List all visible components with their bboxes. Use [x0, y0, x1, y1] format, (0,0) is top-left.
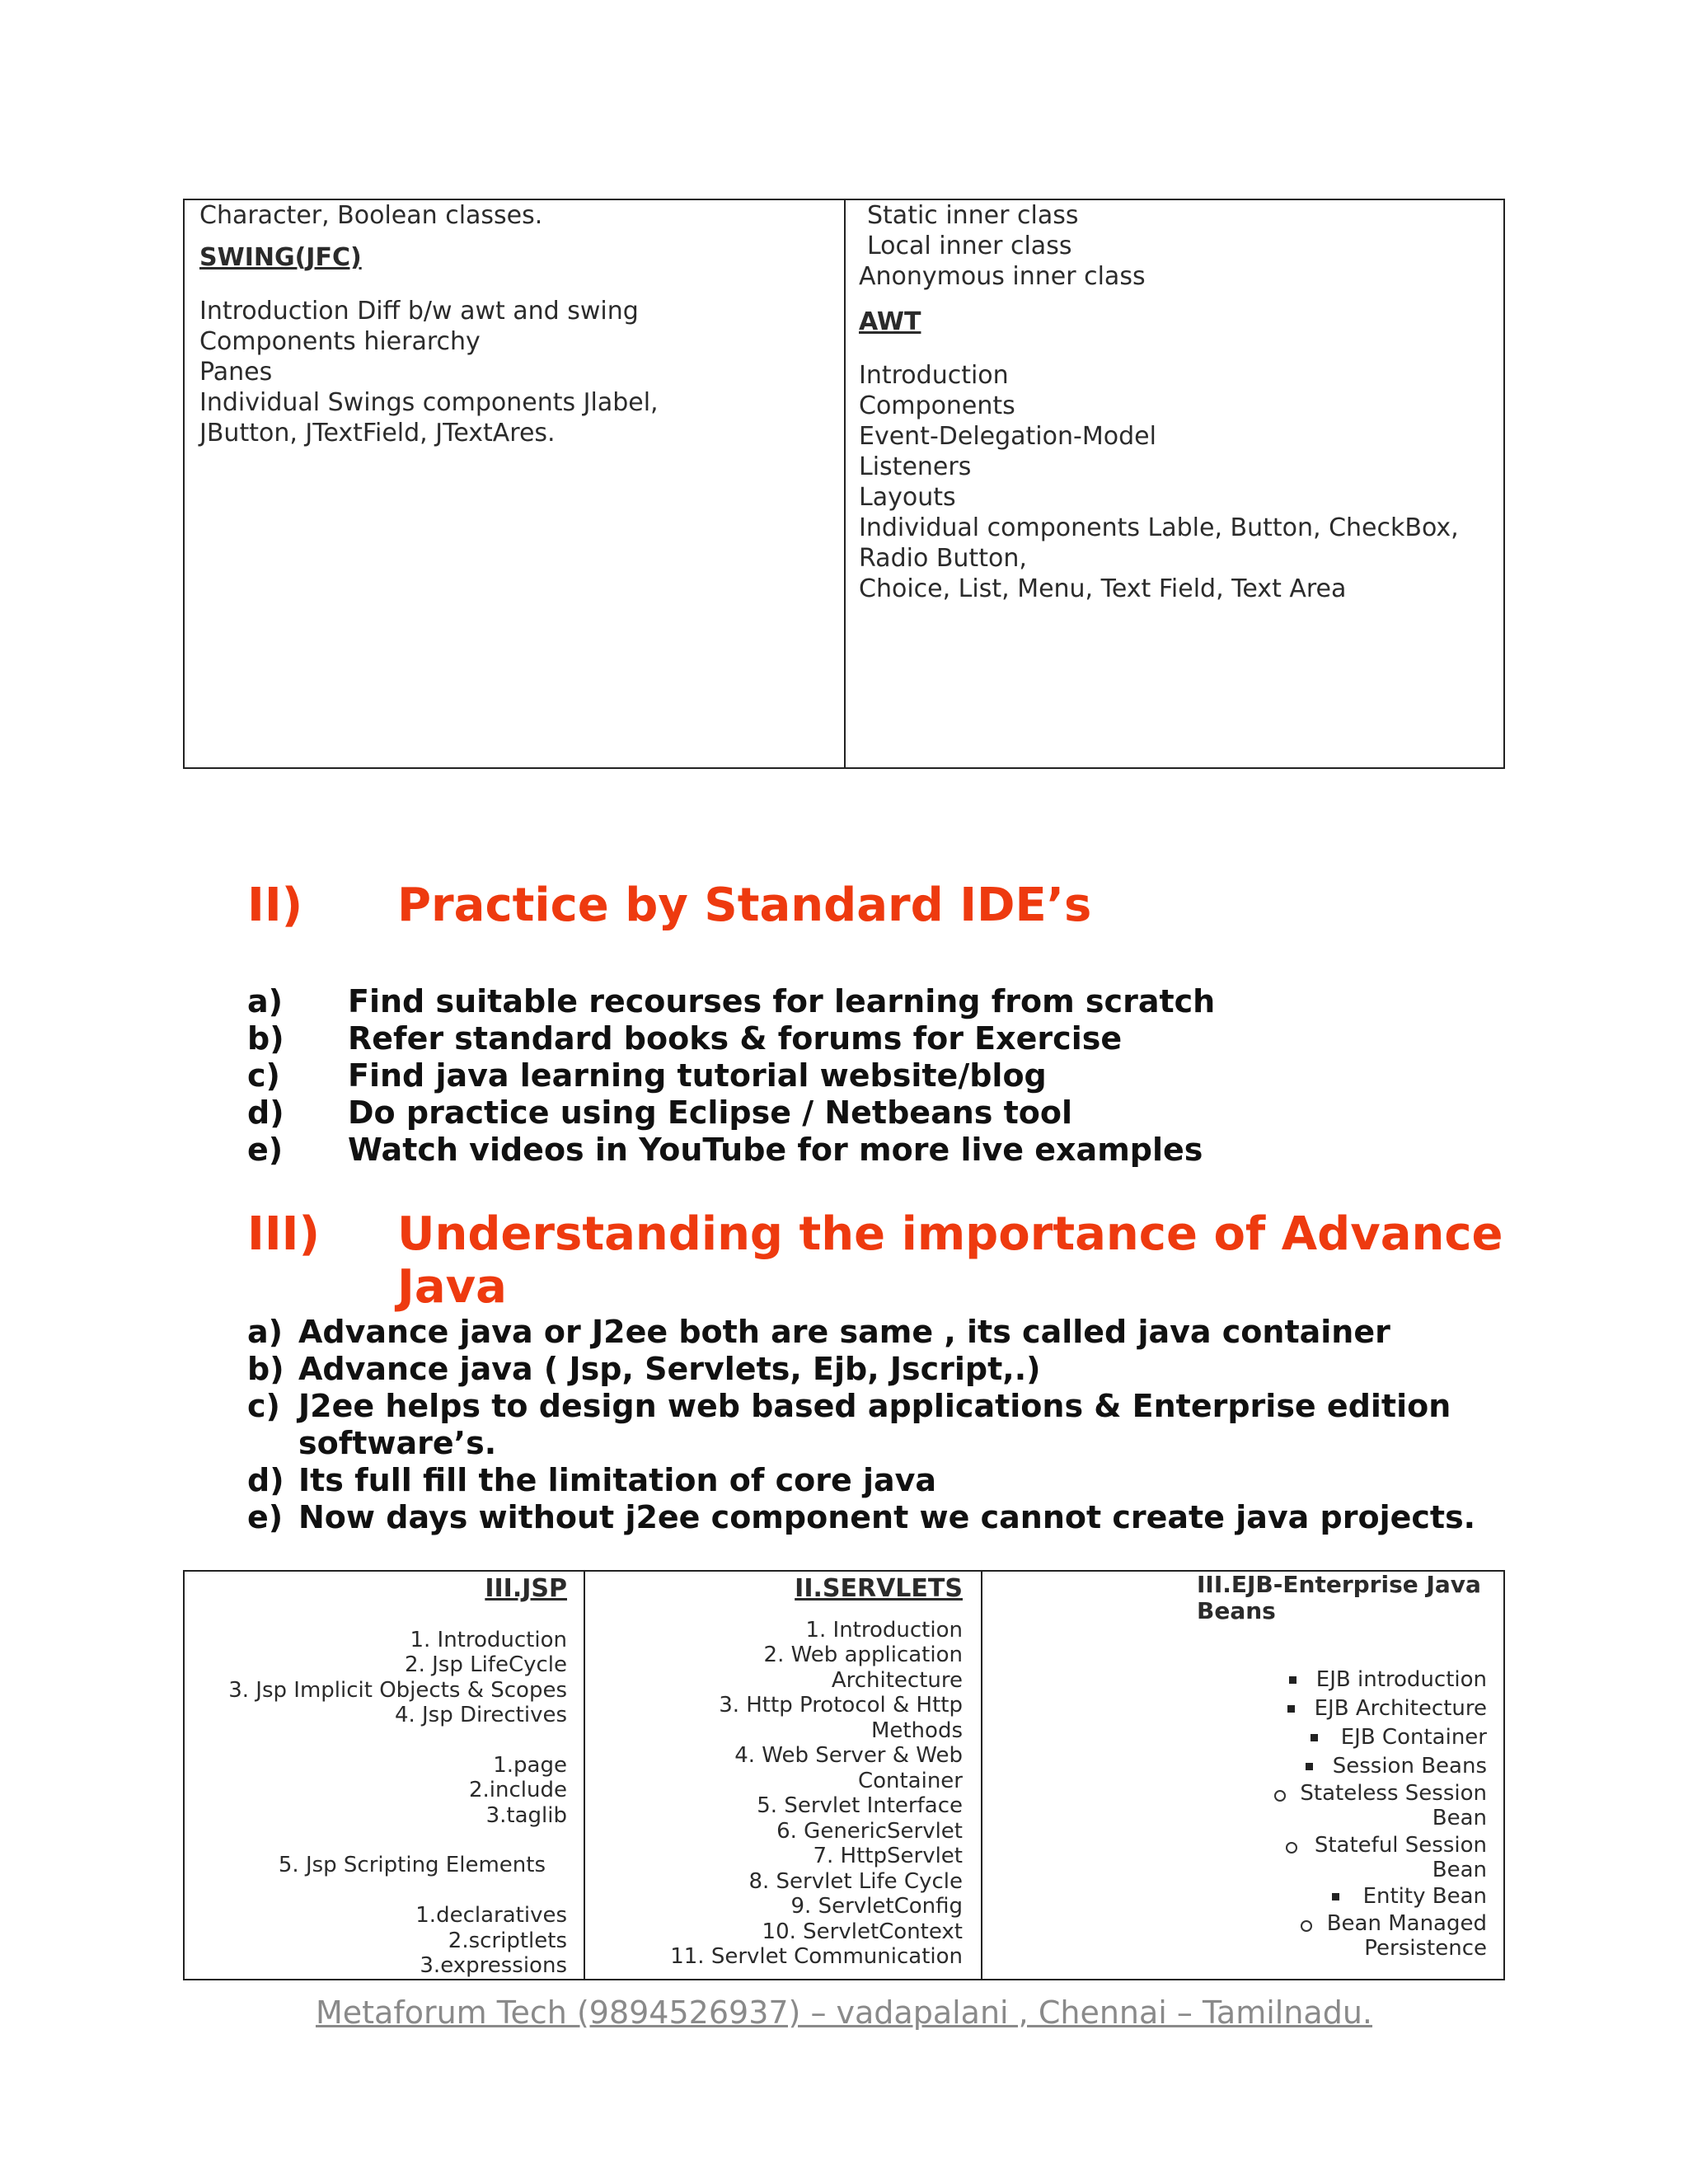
- list-letter: e): [247, 1132, 284, 1168]
- servlets-item: 1. Introduction: [805, 1618, 963, 1643]
- syllabus-table-top: [183, 199, 1505, 769]
- ejb-item: Stateless Session: [1300, 1781, 1487, 1806]
- list-text: Its full fill the limitation of core java: [298, 1462, 937, 1498]
- ejb-item: EJB introduction: [1315, 1667, 1487, 1692]
- servlets-item: 7. HttpServlet: [813, 1844, 963, 1868]
- jsp-item: 4. Jsp Directives: [394, 1703, 567, 1727]
- list-text: Watch videos in YouTube for more live examples: [348, 1132, 1203, 1168]
- swing-heading: SWING(JFC): [199, 243, 362, 272]
- square-bullet-icon: [1289, 1676, 1296, 1684]
- ejb-item: Persistence: [1364, 1936, 1487, 1961]
- square-bullet-icon: [1287, 1705, 1295, 1713]
- servlets-item: 5. Servlet Interface: [757, 1793, 963, 1818]
- ejb-item: Bean Managed: [1326, 1911, 1487, 1936]
- left-line: Individual Swings components Jlabel,: [199, 388, 659, 417]
- section-title: Understanding the importance of Advance: [397, 1207, 1503, 1261]
- right-line: Local inner class: [867, 232, 1072, 260]
- jsp-item: 1.declaratives: [415, 1903, 567, 1928]
- servlets-item: 3. Http Protocol & Http: [719, 1693, 963, 1718]
- section-title-cont: Java: [397, 1260, 507, 1314]
- left-cell: [199, 200, 659, 448]
- list-text: software’s.: [298, 1425, 497, 1461]
- awt-heading: AWT: [859, 307, 921, 336]
- jsp-item: 2. Jsp LifeCycle: [405, 1652, 567, 1677]
- ejb-item: Stateful Session: [1314, 1833, 1487, 1858]
- list-text: Find suitable recourses for learning from scratch: [348, 983, 1216, 1019]
- servlets-item: 6. GenericServlet: [776, 1819, 963, 1844]
- servlets-item: 4. Web Server & Web: [734, 1743, 963, 1768]
- jsp-item: 2.include: [468, 1778, 567, 1802]
- right-line: Radio Button,: [859, 544, 1027, 573]
- list-text: Advance java or J2ee both are same , its called java container: [298, 1314, 1390, 1350]
- right-line: Event-Delegation-Model: [859, 422, 1156, 451]
- list-letter: a): [247, 1314, 284, 1350]
- list-text: Now days without j2ee component we cannot create java projects.: [298, 1499, 1476, 1535]
- square-bullet-icon: [1332, 1893, 1339, 1900]
- servlets-heading: II.SERVLETS: [795, 1574, 963, 1603]
- ejb-item: Bean: [1432, 1858, 1487, 1882]
- ejb-item: EJB Container: [1340, 1725, 1487, 1750]
- servlets-item: Architecture: [831, 1668, 963, 1693]
- ejb-heading: III.EJB-Enterprise Java: [1197, 1571, 1481, 1598]
- right-line: Listeners: [859, 452, 972, 481]
- section-title: Practice by Standard IDE’s: [397, 879, 1092, 932]
- jsp-item: 1. Introduction: [410, 1628, 567, 1652]
- left-line: Panes: [199, 358, 273, 387]
- advance-java-list: [247, 1314, 1500, 1544]
- list-letter: b): [247, 1351, 284, 1387]
- list-text: J2ee helps to design web based applications & Enterprise edition: [298, 1388, 1451, 1424]
- right-line: Anonymous inner class: [859, 262, 1146, 291]
- right-line: Components: [859, 391, 1015, 420]
- list-letter: d): [247, 1462, 284, 1498]
- list-text: Find java learning tutorial website/blog: [348, 1057, 1047, 1094]
- right-cell: [859, 200, 1459, 604]
- right-line: Static inner class: [867, 201, 1079, 230]
- servlets-item: 8. Servlet Life Cycle: [748, 1869, 963, 1894]
- square-bullet-icon: [1306, 1763, 1313, 1770]
- ejb-item: EJB Architecture: [1314, 1696, 1487, 1721]
- servlets-item: Methods: [870, 1718, 963, 1743]
- right-line: Individual components Lable, Button, CheckBox,: [859, 513, 1459, 542]
- jsp-item: 3. Jsp Implicit Objects & Scopes: [228, 1678, 567, 1703]
- syllabus-table-bottom: [183, 1570, 1505, 1980]
- servlets-item: 10. ServletContext: [762, 1919, 963, 1944]
- right-line: Choice, List, Menu, Text Field, Text Area: [859, 574, 1347, 603]
- list-letter: e): [247, 1499, 284, 1535]
- ejb-item: Bean: [1432, 1806, 1487, 1830]
- jsp-item: 2.scriptlets: [448, 1929, 567, 1953]
- list-letter: c): [247, 1057, 280, 1094]
- jsp-item: 5. Jsp Scripting Elements: [278, 1853, 546, 1877]
- table-divider: [981, 1572, 982, 1979]
- jsp-item: 3.expressions: [420, 1953, 567, 1978]
- left-line: JButton, JTextField, JTextAres.: [199, 419, 556, 448]
- jsp-heading: III.JSP: [485, 1574, 567, 1603]
- circle-bullet-icon: [1274, 1790, 1286, 1802]
- ejb-item: Session Beans: [1332, 1754, 1487, 1779]
- list-letter: b): [247, 1020, 284, 1057]
- servlets-item: 2. Web application: [763, 1643, 963, 1667]
- circle-bullet-icon: [1301, 1920, 1312, 1932]
- list-text: Advance java ( Jsp, Servlets, Ejb, Jscript,.): [298, 1351, 1041, 1387]
- list-text: Do practice using Eclipse / Netbeans tool: [348, 1094, 1073, 1131]
- list-letter: c): [247, 1388, 280, 1424]
- servlets-item: 9. ServletConfig: [790, 1894, 963, 1919]
- jsp-item: 1.page: [493, 1753, 567, 1778]
- jsp-item: 3.taglib: [485, 1803, 567, 1828]
- section-number: II): [247, 879, 303, 932]
- circle-bullet-icon: [1286, 1842, 1297, 1854]
- list-text: Refer standard books & forums for Exercise: [348, 1020, 1123, 1057]
- right-line: Layouts: [859, 483, 956, 512]
- table-divider: [584, 1572, 585, 1979]
- ejb-item: Entity Bean: [1362, 1884, 1487, 1909]
- square-bullet-icon: [1311, 1734, 1318, 1741]
- table-divider: [844, 200, 846, 767]
- left-line: Character, Boolean classes.: [199, 201, 543, 230]
- servlets-item: 11. Servlet Communication: [670, 1944, 963, 1969]
- left-line: Introduction Diff b/w awt and swing: [199, 297, 639, 326]
- practice-list: [247, 983, 1484, 1173]
- section-number: III): [247, 1207, 321, 1261]
- left-line: Components hierarchy: [199, 327, 481, 356]
- ejb-heading-cont: Beans: [1197, 1597, 1276, 1624]
- right-line: Introduction: [859, 361, 1009, 390]
- page-footer: Metaforum Tech (9894526937) – vadapalani , Chennai – Tamilnadu.: [315, 1994, 1373, 2031]
- servlets-item: Container: [857, 1769, 963, 1793]
- list-letter: a): [247, 983, 284, 1019]
- list-letter: d): [247, 1094, 284, 1131]
